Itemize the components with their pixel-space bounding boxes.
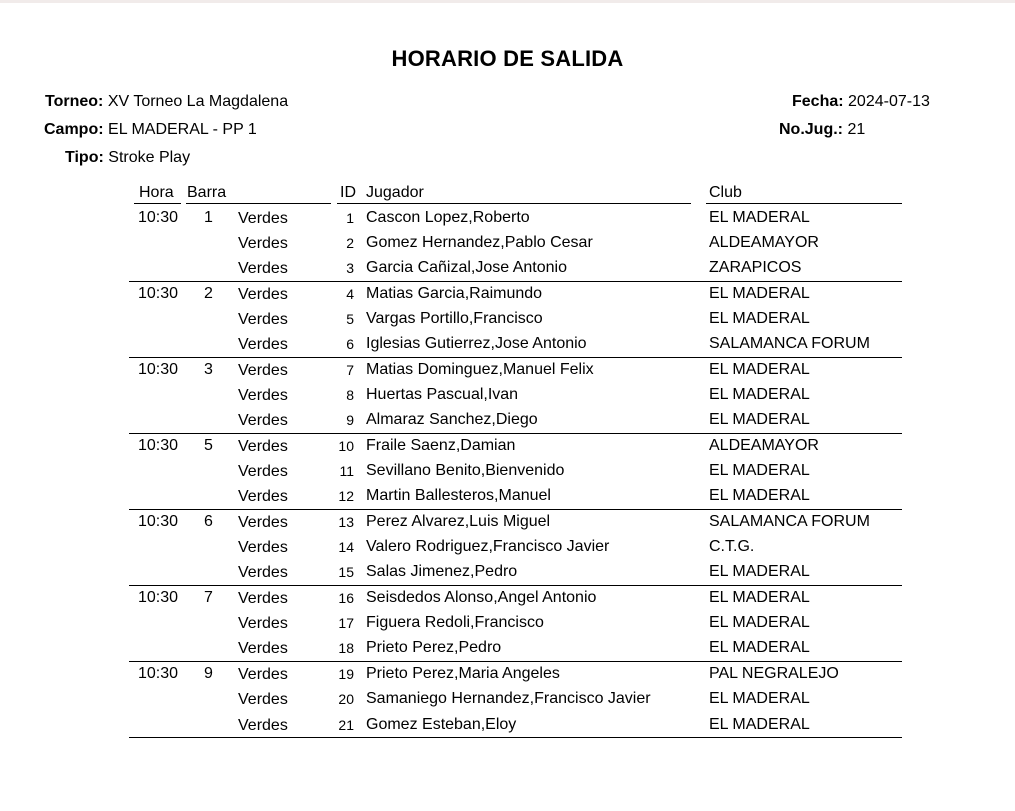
tee-cell: Verdes — [238, 285, 288, 303]
group-divider — [129, 661, 902, 662]
barra-cell: 1 — [204, 208, 213, 226]
top-border — [0, 0, 1015, 3]
id-cell: 6 — [346, 336, 354, 353]
tee-cell: Verdes — [238, 412, 288, 430]
id-cell: 9 — [346, 412, 354, 429]
tee-cell: Verdes — [238, 615, 288, 633]
player-name-cell: Perez Alvarez,Luis Miguel — [366, 512, 551, 530]
id-cell: 7 — [346, 361, 354, 378]
barra-cell: 9 — [204, 664, 213, 682]
club-cell: EL MADERAL — [709, 360, 810, 378]
tee-cell: Verdes — [238, 488, 288, 506]
club-cell: PAL NEGRALEJO — [709, 664, 839, 682]
player-name-cell: Gomez Hernandez,Pablo Cesar — [366, 233, 593, 251]
barra-cell: 7 — [204, 588, 213, 606]
hora-cell: 10:30 — [138, 360, 179, 378]
id-cell: 1 — [346, 209, 354, 226]
id-cell: 14 — [338, 539, 354, 556]
barra-cell: 5 — [204, 436, 213, 454]
player-name-cell: Matias Dominguez,Manuel Felix — [366, 360, 594, 378]
club-cell: EL MADERAL — [709, 690, 810, 708]
id-cell: 3 — [346, 260, 354, 277]
tee-cell: Verdes — [238, 716, 288, 734]
id-cell: 20 — [338, 691, 354, 708]
player-name-cell: Vargas Portillo,Francisco — [366, 309, 543, 327]
tee-cell: Verdes — [238, 209, 288, 227]
tee-cell: Verdes — [238, 437, 288, 455]
club-cell: EL MADERAL — [709, 309, 810, 327]
player-name-cell: Garcia Cañizal,Jose Antonio — [366, 259, 567, 277]
tee-cell: Verdes — [238, 589, 288, 607]
club-cell: EL MADERAL — [709, 411, 810, 429]
header-underline — [337, 203, 691, 204]
club-cell: SALAMANCA FORUM — [709, 512, 870, 530]
torneo-field — [45, 93, 288, 111]
player-name-cell: Iglesias Gutierrez,Jose Antonio — [366, 335, 587, 353]
tee-cell: Verdes — [238, 310, 288, 328]
club-cell: EL MADERAL — [709, 715, 810, 733]
column-header-hora: Hora — [139, 184, 174, 201]
page-title: HORARIO DE SALIDA — [391, 46, 624, 71]
id-cell: 16 — [338, 589, 354, 606]
id-cell: 17 — [338, 615, 354, 632]
fecha-label: Fecha: — [792, 93, 844, 110]
player-name-cell: Almaraz Sanchez,Diego — [366, 411, 538, 429]
campo-field — [44, 121, 257, 139]
column-header-id: ID — [340, 184, 356, 201]
group-divider — [129, 585, 902, 586]
club-cell: EL MADERAL — [709, 284, 810, 302]
column-header-club: Club — [709, 184, 742, 201]
club-cell: EL MADERAL — [709, 614, 810, 632]
nojug-field — [779, 121, 865, 139]
torneo-value: XV Torneo La Magdalena — [107, 93, 289, 110]
club-cell: EL MADERAL — [709, 462, 810, 479]
column-header-barra: Barra — [187, 184, 227, 201]
player-name-cell: Martin Ballesteros,Manuel — [366, 487, 551, 505]
tipo-field — [65, 149, 190, 167]
id-cell: 4 — [346, 285, 354, 302]
player-name-cell: Prieto Perez,Pedro — [366, 639, 502, 657]
tee-cell: Verdes — [238, 640, 288, 658]
player-name-cell: Fraile Saenz,Damian — [366, 436, 516, 454]
id-cell: 21 — [338, 716, 354, 733]
hora-cell: 10:30 — [138, 588, 179, 606]
club-cell: EL MADERAL — [709, 385, 810, 403]
tee-cell: Verdes — [238, 691, 288, 709]
id-cell: 10 — [338, 437, 354, 454]
club-cell: SALAMANCA FORUM — [709, 335, 870, 353]
fecha-field — [792, 93, 930, 111]
player-name-cell: Seisdedos Alonso,Angel Antonio — [366, 588, 597, 606]
barra-cell: 3 — [204, 360, 213, 378]
player-name-cell: Samaniego Hernandez,Francisco Javier — [366, 690, 651, 708]
player-name-cell: Salas Jimenez,Pedro — [366, 563, 518, 581]
tee-cell: Verdes — [238, 463, 288, 480]
id-cell: 8 — [346, 386, 354, 403]
player-name-cell: Huertas Pascual,Ivan — [366, 385, 519, 403]
nojug-label: No.Jug.: — [779, 121, 843, 138]
club-cell: EL MADERAL — [709, 487, 810, 505]
id-cell: 12 — [338, 488, 354, 505]
group-divider — [129, 509, 902, 510]
hora-cell: 10:30 — [138, 664, 179, 682]
id-cell: 5 — [346, 310, 354, 327]
torneo-label: Torneo: — [45, 93, 104, 110]
fecha-value: 2024-07-13 — [848, 93, 930, 110]
tee-cell: Verdes — [238, 513, 288, 531]
tee-cell: Verdes — [238, 260, 288, 278]
tee-cell: Verdes — [238, 234, 288, 252]
column-header-jugador: Jugador — [366, 184, 424, 201]
group-divider — [129, 737, 902, 738]
club-cell: ALDEAMAYOR — [709, 436, 819, 454]
player-name-cell: Matias Garcia,Raimundo — [366, 284, 543, 302]
id-cell: 2 — [346, 234, 354, 251]
club-cell: EL MADERAL — [709, 208, 810, 226]
club-cell: EL MADERAL — [709, 563, 810, 581]
hora-cell: 10:30 — [138, 512, 179, 530]
club-cell: ZARAPICOS — [709, 259, 802, 277]
hora-cell: 10:30 — [138, 436, 179, 454]
barra-cell: 6 — [204, 512, 213, 530]
tipo-label: Tipo: — [65, 149, 104, 166]
nojug-value: 21 — [847, 121, 866, 138]
player-name-cell: Gomez Esteban,Eloy — [366, 715, 517, 733]
tee-cell: Verdes — [238, 564, 288, 582]
tee-cell: Verdes — [238, 386, 288, 404]
campo-label: Campo: — [44, 121, 104, 138]
barra-cell: 2 — [204, 284, 213, 302]
player-name-cell: Cascon Lopez,Roberto — [366, 208, 530, 226]
tee-cell: Verdes — [238, 665, 288, 683]
header-underline — [134, 203, 181, 204]
player-name-cell: Figuera Redoli,Francisco — [366, 614, 544, 632]
tipo-value: Stroke Play — [108, 149, 191, 166]
club-cell: EL MADERAL — [709, 639, 810, 657]
group-divider — [129, 281, 902, 282]
hora-cell: 10:30 — [138, 284, 179, 302]
id-cell: 13 — [338, 513, 354, 530]
hora-cell: 10:30 — [138, 208, 179, 226]
header-underline — [186, 203, 331, 204]
club-cell: EL MADERAL — [709, 588, 810, 606]
header-underline — [706, 203, 902, 204]
id-cell: 15 — [338, 564, 354, 581]
group-divider — [129, 433, 902, 434]
player-name-cell: Valero Rodriguez,Francisco Javier — [366, 538, 610, 556]
club-cell: C.T.G. — [709, 538, 755, 556]
campo-value: EL MADERAL - PP 1 — [108, 121, 257, 138]
tee-cell: Verdes — [238, 336, 288, 354]
group-divider — [129, 357, 902, 358]
tee-cell: Verdes — [238, 361, 288, 379]
tee-cell: Verdes — [238, 539, 288, 557]
id-cell: 18 — [338, 640, 354, 657]
player-name-cell: Prieto Perez,Maria Angeles — [366, 664, 560, 682]
id-cell: 11 — [339, 463, 354, 479]
id-cell: 19 — [338, 665, 354, 682]
club-cell: ALDEAMAYOR — [709, 233, 819, 251]
player-name-cell: Sevillano Benito,Bienvenido — [366, 462, 565, 479]
